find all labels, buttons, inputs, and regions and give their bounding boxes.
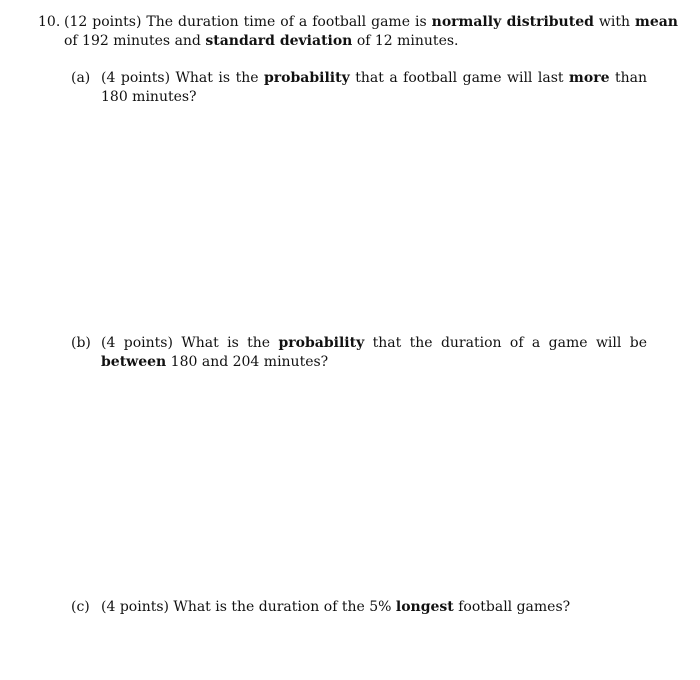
part-a-text-2: that a football game will last: [349, 70, 570, 86]
term-mean: mean: [635, 14, 678, 30]
part-a-term-more: more: [569, 70, 610, 86]
part-a: [71, 69, 647, 107]
problem-mean-value: of 192 minutes and: [64, 33, 206, 49]
part-b-text-1: (4 points) What is the: [101, 335, 279, 351]
part-b-label: (b): [71, 335, 91, 351]
part-a-question: [101, 69, 647, 107]
part-a-text-3: than 180 minutes?: [101, 70, 647, 105]
part-b-term-between: between: [101, 354, 167, 370]
part-c-text-1: (4 points) What is the duration of the 5%: [101, 599, 396, 615]
part-c: [71, 598, 647, 617]
term-standard-deviation: standard deviation: [205, 33, 353, 49]
part-a-text-1: (4 points) What is the: [101, 70, 264, 86]
part-c-question: [101, 598, 647, 617]
problem-sd-value: of 12 minutes.: [352, 33, 459, 49]
term-normally-distributed: normally distributed: [431, 14, 594, 30]
problem-10: [38, 13, 678, 51]
part-b-text-3: 180 and 204 minutes?: [166, 354, 329, 370]
part-b-text-2: that the duration of a game will be: [364, 335, 648, 351]
part-c-text-2: football games?: [453, 599, 571, 615]
problem-intro: (12 points) The duration time of a football game is: [64, 14, 432, 30]
problem-statement: [64, 13, 678, 51]
part-b-term-probability: probability: [278, 335, 365, 351]
part-b-question: [101, 334, 647, 372]
part-a-label: (a): [71, 70, 91, 86]
part-a-term-probability: probability: [264, 70, 350, 86]
problem-with: with: [593, 14, 635, 30]
part-b: [71, 334, 647, 372]
problem-number: 10.: [38, 14, 61, 30]
part-c-term-longest: longest: [395, 599, 454, 615]
part-c-label: (c): [71, 599, 90, 615]
